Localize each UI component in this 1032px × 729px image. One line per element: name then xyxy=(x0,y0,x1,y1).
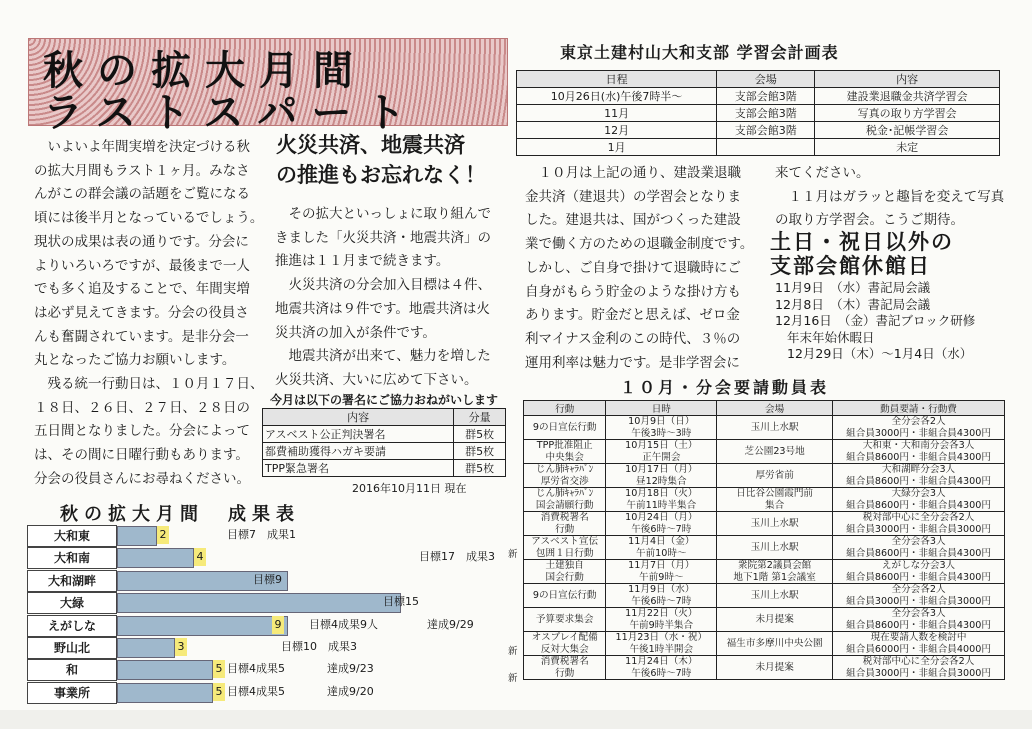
cell-line: 大和湖畔分会3人 xyxy=(881,464,956,475)
plan-header: 内容 xyxy=(815,71,1000,88)
mobilization-row xyxy=(524,416,1005,440)
plan-title: 東京土建村山大和支部 学習会計画表 xyxy=(560,43,839,62)
cell-line: 組合員8600円・非組合員4300円 xyxy=(846,499,991,511)
text-line: よりいろいろですが、最後まで一人 xyxy=(34,257,250,274)
plan-cell: 未定 xyxy=(815,139,1000,156)
plan-cell: 支部会館3階 xyxy=(717,105,815,122)
cell-line: 消費税署名 xyxy=(540,656,589,667)
new-tag: 新 xyxy=(508,673,518,684)
signature-header: 分量 xyxy=(454,409,506,426)
mobilization-cell xyxy=(717,608,833,632)
mobilization-cell xyxy=(524,632,606,656)
results-target: 目標7 成果1 xyxy=(227,528,296,541)
cell-line: 大和東・大和南分会各3人 xyxy=(862,440,975,451)
mobilization-cell xyxy=(606,464,717,488)
mobilization-cell xyxy=(524,536,606,560)
cell-line: 国会請願行動 xyxy=(535,499,594,511)
mobilization-cell xyxy=(606,488,717,512)
text-line: 丸となったご協力お願いします。 xyxy=(34,352,236,369)
subheadline-line1: 火災共済、地震共済 xyxy=(276,133,465,157)
text-line: 来てください。 xyxy=(775,165,870,181)
mobilization-cell xyxy=(606,560,717,584)
results-count: 9 xyxy=(272,616,284,634)
cell-line: オスプレイ配備 xyxy=(531,632,598,643)
text-line: １１月はガラッと趣旨を変えて写真 xyxy=(775,188,1005,205)
results-branch-name: えがしな xyxy=(27,615,117,637)
results-row xyxy=(27,659,505,681)
mobilization-header: 行動 xyxy=(524,401,606,416)
cell-line: 反対大集会 xyxy=(540,643,589,655)
text-line: の取り方学習会。こうご期待。 xyxy=(775,212,964,229)
mobilization-cell xyxy=(717,416,833,440)
cell-line: 玉川上水駅 xyxy=(750,517,799,529)
cell-line: 玉川上水駅 xyxy=(750,541,799,553)
mobilization-cell xyxy=(606,440,717,464)
plan-row xyxy=(517,139,1000,156)
closed-day-item: 12月29日（木）〜1月4日（水） xyxy=(787,346,973,361)
text-line: 分会の役員さんにお尋ねください。 xyxy=(34,470,250,487)
signature-qty: 群5枚 xyxy=(454,443,506,460)
plan-cell: 支部会館3階 xyxy=(717,122,815,139)
cell-line: 11月7日（月） xyxy=(628,560,695,571)
cell-line: 9の日宣伝行動 xyxy=(532,589,597,601)
mobilization-cell xyxy=(524,656,606,680)
mobilization-cell xyxy=(524,608,606,632)
results-target: 目標9 xyxy=(253,572,282,586)
mobilization-row xyxy=(524,512,1005,536)
signature-item: アスベスト公正判決署名 xyxy=(263,426,454,443)
results-count: 4 xyxy=(194,548,206,566)
closed-days-title xyxy=(770,230,954,278)
results-bar xyxy=(117,683,213,703)
mobilization-cell xyxy=(606,608,717,632)
cell-line: 行動 xyxy=(555,523,575,535)
middle-article xyxy=(275,203,491,393)
cell-line: 包囲１日行動 xyxy=(535,547,594,559)
results-bar xyxy=(117,638,175,658)
mobilization-cell xyxy=(833,440,1005,464)
plan-cell: 1月 xyxy=(517,139,717,156)
results-bar xyxy=(117,526,157,546)
closed-days-list xyxy=(775,280,975,363)
results-count: 3 xyxy=(175,638,187,656)
cell-line: 組合員3000円・非組合員3000円 xyxy=(846,667,991,679)
cell-line: 11月9日（水） xyxy=(628,584,695,595)
plan-cell xyxy=(717,139,815,156)
results-target: 目標4成果5 xyxy=(227,662,285,676)
mobilization-row xyxy=(524,536,1005,560)
cell-line: 衆院第2議員会館 xyxy=(738,560,812,571)
signature-qty: 群5枚 xyxy=(454,460,506,477)
cell-line: 11月24日（木） xyxy=(625,656,698,667)
results-branch-name: 大和東 xyxy=(27,525,117,547)
mobilization-header: 動員要請・行動費 xyxy=(833,401,1005,416)
cell-line: 組合員6000円・非組合員4000円 xyxy=(846,643,991,655)
cell-line: 税対部中心に全分会各2人 xyxy=(862,656,975,667)
closed-title-line2: 支部会館休館日 xyxy=(770,254,931,278)
cell-line: 厚労省前 xyxy=(755,469,794,481)
text-line: 金共済（建退共）の学習会となりま xyxy=(525,188,741,205)
results-achieved: 達成9/23 xyxy=(327,662,374,676)
signature-caption: 今月は以下の署名にご協力おねがいします xyxy=(269,392,498,407)
mobilization-cell xyxy=(524,488,606,512)
signature-table xyxy=(262,390,506,477)
signature-header: 内容 xyxy=(263,409,454,426)
cell-line: 日比谷公園霞門前 xyxy=(736,488,814,499)
closed-title-line1: 土日・祝日以外の xyxy=(770,230,954,254)
mobilization-cell xyxy=(833,464,1005,488)
text-line: 災共済の加入が条件です。 xyxy=(275,324,436,341)
mobilization-cell xyxy=(833,512,1005,536)
new-tag: 新 xyxy=(508,646,518,657)
date-label: 2016年10月11日 現在 xyxy=(352,482,467,495)
cell-line: 全分会各3人 xyxy=(891,536,946,547)
text-line: 運用利率は魅力です。是非学習会に xyxy=(525,354,740,371)
results-title: 秋の拡大月間 成果表 xyxy=(60,504,300,525)
closed-day-item: 12月8日 （木）書記局会議 xyxy=(775,296,931,312)
mobilization-cell xyxy=(606,584,717,608)
text-line: いよいよ年間実増を決定づける秋 xyxy=(34,139,250,155)
plan-cell: 12月 xyxy=(517,122,717,139)
text-line: 地震共済は９件です。地震共済は火 xyxy=(275,300,490,317)
results-row xyxy=(27,570,505,592)
mobilization-table xyxy=(523,400,1005,680)
text-line: １８日、２６日、２７日、２８日の xyxy=(34,399,250,416)
text-line: の拡大月間もラスト１ヶ月。みなさ xyxy=(34,162,250,179)
mobilization-row xyxy=(524,608,1005,632)
cell-line: 集合 xyxy=(765,499,785,511)
text-line: 五日間となりました。分会によって xyxy=(34,423,250,440)
signature-row xyxy=(263,426,506,443)
cell-line: 予算要求集会 xyxy=(535,613,594,625)
results-branch-name: 野山北 xyxy=(27,637,117,659)
cell-line: 芝公園23号地 xyxy=(744,445,805,457)
text-line: 現状の成果は表の通りです。分会に xyxy=(34,233,249,250)
text-line: 利マイナス金利のこの時代、３％の xyxy=(525,330,741,347)
left-article xyxy=(34,136,264,492)
cell-line: 午後1時半開会 xyxy=(629,643,694,655)
mobilization-cell xyxy=(606,512,717,536)
cell-line: 組合員8600円・非組合員4300円 xyxy=(846,451,991,463)
mobilization-title: １０月・分会要請動員表 xyxy=(620,378,830,397)
mobilization-cell xyxy=(833,488,1005,512)
cell-line: 10月24日（月） xyxy=(625,512,698,523)
mobilization-cell xyxy=(833,656,1005,680)
results-chart xyxy=(27,525,505,704)
cell-line: 11月23日（水・祝） xyxy=(615,632,708,643)
mobilization-cell xyxy=(717,464,833,488)
subheadline-line2: の推進もお忘れなく！ xyxy=(276,163,486,187)
cell-line: 10月9日（日） xyxy=(628,416,695,427)
mobilization-cell xyxy=(833,608,1005,632)
cell-line: えがしな分会3人 xyxy=(881,560,956,571)
cell-line: 11月4日（金） xyxy=(628,536,695,547)
plan-cell: 支部会館3階 xyxy=(717,88,815,105)
text-line: しかし、ご自身で掛けて退職時にご xyxy=(525,259,741,276)
mobilization-row xyxy=(524,632,1005,656)
text-line: 推進は１１月まで続きます。 xyxy=(275,253,450,270)
mobilization-cell xyxy=(717,440,833,464)
mobilization-cell xyxy=(524,512,606,536)
cell-line: 午前11時半集合 xyxy=(626,499,697,511)
mobilization-cell xyxy=(606,536,717,560)
mobilization-row xyxy=(524,560,1005,584)
results-branch-name: 事業所 xyxy=(27,682,117,704)
cell-line: 10月17日（月） xyxy=(625,464,698,475)
results-row xyxy=(27,615,505,637)
mobilization-cell xyxy=(833,560,1005,584)
results-target: 目標17 成果3 xyxy=(419,550,495,564)
cell-line: 中央集会 xyxy=(545,451,584,463)
cell-line: 組合員8600円・非組合員4300円 xyxy=(846,475,991,487)
cell-line: 午後6時〜7時 xyxy=(631,667,692,679)
closed-day-item: 年末年始休暇日 xyxy=(787,329,875,345)
results-branch-name: 大和南 xyxy=(27,547,117,569)
headline-line2: ラストスパート xyxy=(43,90,420,136)
cell-line: 10月18日（火） xyxy=(625,488,698,499)
mobilization-cell xyxy=(717,656,833,680)
headline-banner xyxy=(28,38,508,136)
plan-header: 会場 xyxy=(717,71,815,88)
text-line: んも奮闘されています。是非分会一 xyxy=(34,328,249,345)
results-count: 5 xyxy=(213,660,225,678)
plan-row xyxy=(517,88,1000,105)
cell-line: 10月15日（土） xyxy=(625,440,698,451)
text-line: １０月は上記の通り、建設業退職 xyxy=(525,165,741,181)
mobilization-cell xyxy=(606,416,717,440)
results-row xyxy=(27,682,505,704)
mobilization-cell xyxy=(833,584,1005,608)
signature-header-row xyxy=(263,409,506,426)
text-line: あります。貯金だと思えば、ゼロ金 xyxy=(525,307,740,324)
mobilization-cell xyxy=(524,416,606,440)
cell-line: 午後6時〜7時 xyxy=(631,523,692,535)
cell-line: 組合員8600円・非組合員4300円 xyxy=(846,619,991,631)
signature-item: TPP緊急署名 xyxy=(263,460,454,477)
mobilization-cell xyxy=(833,632,1005,656)
signature-item: 都費補助獲得ハガキ要請 xyxy=(263,443,454,460)
results-count: 2 xyxy=(157,526,169,544)
cell-line: 午前9時半集合 xyxy=(629,619,694,631)
results-row xyxy=(27,547,505,569)
cell-line: 地下1階 第1会議室 xyxy=(733,571,816,583)
text-line: は、その間に日曜行動もあります。 xyxy=(34,447,249,464)
headline-line1: 秋の拡大月間 xyxy=(43,48,367,94)
cell-line: 組合員3000円・非組合員3000円 xyxy=(846,595,991,607)
results-branch-name: 和 xyxy=(27,659,117,681)
subheadline xyxy=(276,130,516,196)
cell-line: 全分会各2人 xyxy=(891,416,946,427)
text-line: でも多く追及することで、年間実増 xyxy=(34,281,250,298)
results-target: 目標4成果5 xyxy=(227,684,285,698)
cell-line: 全分会各2人 xyxy=(891,584,946,595)
cell-line: 行動 xyxy=(555,667,575,679)
cell-line: 現在要請人数を検討中 xyxy=(870,632,967,643)
results-target: 目標10 成果3 xyxy=(281,639,357,653)
mobilization-cell xyxy=(833,416,1005,440)
cell-line: 国会行動 xyxy=(545,571,584,583)
results-target: 目標15 xyxy=(383,595,419,609)
mobilization-cell xyxy=(524,464,606,488)
mobilization-cell xyxy=(833,536,1005,560)
cell-line: 昼12時集合 xyxy=(636,475,687,487)
text-line: 残る統一行動日は、１０月１７日、 xyxy=(34,376,264,393)
results-bar xyxy=(117,593,401,613)
text-line: 自身がもらう貯金のような掛け方も xyxy=(525,283,741,300)
mobilization-cell xyxy=(717,632,833,656)
plan-header: 日程 xyxy=(517,71,717,88)
mobilization-header: 会場 xyxy=(717,401,833,416)
results-row xyxy=(27,592,505,614)
results-count: 5 xyxy=(213,683,225,701)
cell-line: 組合員8600円・非組合員4300円 xyxy=(846,571,991,583)
cell-line: 福生市多摩川中央公園 xyxy=(726,637,823,649)
mobilization-cell xyxy=(717,584,833,608)
new-tag: 新 xyxy=(508,549,518,560)
mobilization-cell xyxy=(606,632,717,656)
mobilization-row xyxy=(524,584,1005,608)
cell-line: じん肺ｷｬﾗﾊﾞﾝ xyxy=(535,464,594,475)
plan-row xyxy=(517,105,1000,122)
mobilization-cell xyxy=(606,656,717,680)
results-branch-name: 大緑 xyxy=(27,592,117,614)
text-line: その拡大といっしょに取り組んで xyxy=(275,206,491,222)
plan-cell: 税金･記帳学習会 xyxy=(815,122,1000,139)
results-bar xyxy=(117,616,288,636)
text-line: は必ず見えてきます。分会の役員さ xyxy=(34,304,249,321)
plan-cell: 10月26日(水)午後7時半〜 xyxy=(517,88,717,105)
text-line: した。建退共は、国がつくった建設 xyxy=(525,212,741,229)
cell-line: 組合員3000円・非組合員4300円 xyxy=(846,427,991,439)
page-footer xyxy=(0,710,1032,729)
cell-line: じん肺ｷｬﾗﾊﾞﾝ xyxy=(535,488,594,499)
cell-line: 組合員3000円・非組合員3000円 xyxy=(846,523,991,535)
results-bar xyxy=(117,548,194,568)
mobilization-cell xyxy=(717,560,833,584)
text-line: 地震共済が出来て、魅力を増した xyxy=(275,348,491,365)
cell-line: 土建独自 xyxy=(545,560,584,571)
cell-line: 午前10時〜 xyxy=(636,547,687,559)
mobilization-cell xyxy=(524,584,606,608)
mobilization-row xyxy=(524,656,1005,680)
plan-cell: 建設業退職金共済学習会 xyxy=(815,88,1000,105)
signature-row xyxy=(263,460,506,477)
signature-qty: 群5枚 xyxy=(454,426,506,443)
mobilization-row xyxy=(524,440,1005,464)
closed-day-item: 12月16日 （金）書記ブロック研修 xyxy=(775,313,976,328)
cell-line: 午後3時〜3時 xyxy=(631,427,692,439)
mobilization-row xyxy=(524,488,1005,512)
cell-line: 午後6時〜7時 xyxy=(631,595,692,607)
cell-line: TPP批准阻止 xyxy=(536,440,593,451)
cell-line: 午前9時〜 xyxy=(639,571,684,583)
text-line: 頃には後半月となっているでしょう。 xyxy=(34,210,264,227)
text-line: 火災共済、大いに広めて下さい。 xyxy=(275,371,478,388)
results-branch-name: 大和湖畔 xyxy=(27,570,117,592)
cell-line: 全分会各3人 xyxy=(891,608,946,619)
mobilization-header: 日時 xyxy=(606,401,717,416)
mobilization-cell xyxy=(717,512,833,536)
cell-line: 税対部中心に全分会各2人 xyxy=(862,512,975,523)
signature-row xyxy=(263,443,506,460)
cell-line: 消費税署名 xyxy=(540,512,589,523)
cell-line: 厚労省交渉 xyxy=(540,475,589,487)
mobilization-row xyxy=(524,464,1005,488)
cell-line: アスベスト宣伝 xyxy=(531,536,599,547)
cell-line: 大緑分会3人 xyxy=(891,488,946,499)
cell-line: 未月提案 xyxy=(755,661,794,673)
right-article xyxy=(525,162,753,375)
text-line: んがこの群会議の話題をご覧になる xyxy=(34,186,250,203)
cell-line: 組合員8600円・非組合員4300円 xyxy=(846,547,991,559)
text-line: 火災共済の分会加入目標は４件、 xyxy=(275,277,491,294)
study-plan-table xyxy=(516,70,1000,156)
plan-cell: 11月 xyxy=(517,105,717,122)
cell-line: 正午開会 xyxy=(642,451,681,463)
cell-line: 11月22日（火） xyxy=(625,608,698,619)
cell-line: 玉川上水駅 xyxy=(750,421,799,433)
mobilization-cell xyxy=(717,488,833,512)
cell-line: 未月提案 xyxy=(755,613,794,625)
results-achieved: 達成9/20 xyxy=(327,684,374,698)
text-line: 業で働く方のための退職金制度です。 xyxy=(525,236,754,253)
text-line: きました「火災共済・地震共済」の xyxy=(275,229,491,246)
results-target: 目標4成果9人 xyxy=(309,617,378,631)
results-row xyxy=(27,525,505,547)
results-achieved: 達成9/29 xyxy=(427,617,474,631)
mobilization-cell xyxy=(524,440,606,464)
plan-cell: 写真の取り方学習会 xyxy=(815,105,1000,122)
right-article-cont xyxy=(775,162,1004,233)
cell-line: 9の日宣伝行動 xyxy=(532,421,597,433)
cell-line: 玉川上水駅 xyxy=(750,589,799,601)
mobilization-cell xyxy=(717,536,833,560)
closed-day-item: 11月9日 （水）書記局会議 xyxy=(775,280,931,295)
results-bar xyxy=(117,660,213,680)
results-row xyxy=(27,637,505,659)
mobilization-cell xyxy=(524,560,606,584)
plan-row xyxy=(517,122,1000,139)
